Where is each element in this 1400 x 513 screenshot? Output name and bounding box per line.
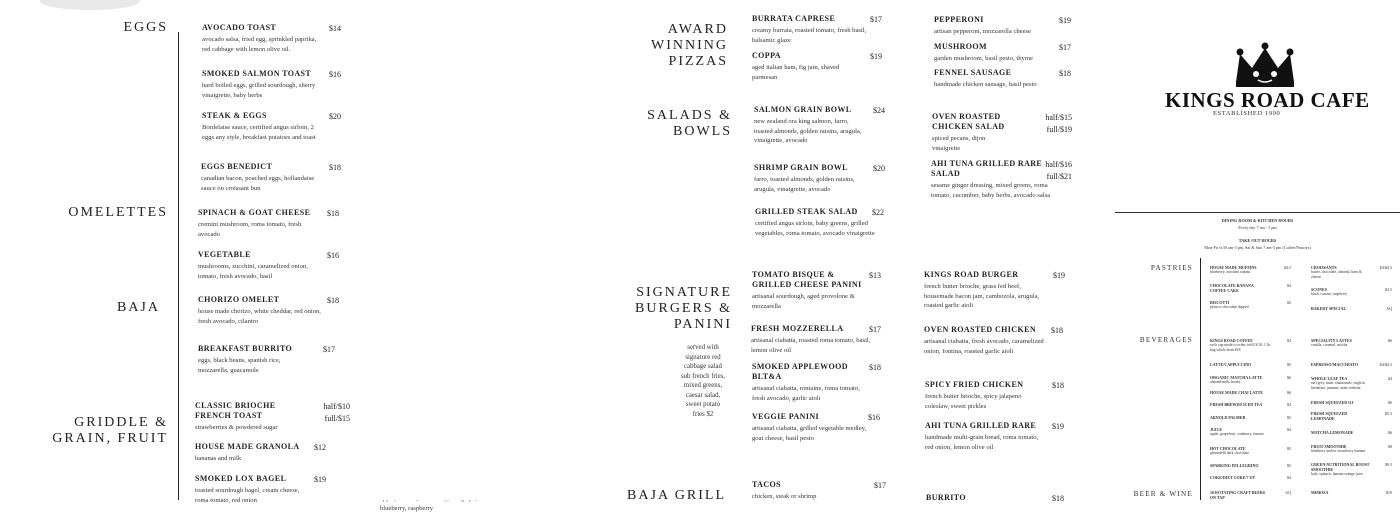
menu-item-name: PEPPERONI: [934, 15, 984, 24]
menu-item-description: artisanal sourdough, aged provolone & mozzarella: [752, 293, 855, 310]
menu-item-description: handmade chicken sausage, basil pesto: [934, 81, 1037, 88]
menu-page-lunch-left: [372, 0, 742, 503]
menu-item-price: AQ: [1386, 306, 1392, 311]
menu-item-name: FRESH SQUEEZED LEMONADE: [1311, 411, 1348, 422]
menu-item: [1210, 375, 1270, 385]
menu-item-price: $6: [1388, 400, 1392, 405]
menu-item: [1210, 362, 1270, 367]
menu-item: [926, 493, 1026, 505]
menu-item-price: $4/$4.5: [1379, 362, 1392, 367]
menu-page-mains: [742, 0, 1115, 503]
menu-item-name: JUICE: [1210, 427, 1223, 432]
menu-item: [201, 162, 316, 193]
menu-item-name: AVOCADO TOAST: [202, 23, 277, 32]
menu-item-name: KINGS ROAD COFFEE: [1210, 338, 1253, 343]
menu-item-description: eggs, black beans, spanish rice, mozzarella, guacamole: [198, 357, 281, 374]
menu-item-price: $18: [869, 363, 881, 372]
menu-item-name: HOT CHOCOLATE: [1210, 446, 1246, 451]
menu-item-name: BISCOTTI: [1210, 300, 1230, 305]
menu-item-description: aged italian ham, fig jam, shaved parmesan: [752, 64, 840, 81]
menu-item-price: $6: [1287, 390, 1291, 395]
menu-item-name: BREAKFAST BURRITO: [198, 344, 293, 353]
menu-item-description: blueberry, raspberry: [380, 504, 434, 512]
menu-item-price: $18: [1051, 326, 1063, 335]
menu-item-description: blueberry, zucchini walnut: [1210, 270, 1251, 275]
menu-item-price: $18: [327, 209, 339, 218]
category-baja: BAJA: [116, 300, 160, 315]
menu-item: [198, 344, 298, 375]
menu-item: [195, 401, 285, 433]
menu-item-description: farro, toasted almonds, golden raisins, arugula, vinaigrette, avocado: [754, 176, 855, 193]
menu-item-name: MIMOSA: [1311, 490, 1329, 495]
menu-item-description: plain or chocolate dipped: [1210, 305, 1249, 310]
menu-item-price: $22: [872, 208, 884, 217]
menu-item: [1210, 300, 1270, 310]
menu-item: [202, 69, 317, 100]
menu-item-price: $4: [1287, 475, 1291, 480]
menu-item-price: $19: [870, 52, 882, 61]
menu-item-description: avocado salsa, fried egg, sprinkled paprika, red cabbage with lemon olive oil.: [202, 36, 317, 53]
hours-line-4: TAKE OUT HOURS: [1238, 238, 1277, 243]
menu-item-name: SPECIALITY LATTES: [1311, 338, 1352, 343]
menu-item-price: $20: [329, 112, 341, 121]
menu-item-description: artisan pepperoni, mozzarella cheese: [934, 28, 1032, 35]
menu-item-name: AHI TUNA GRILLED RARE: [925, 421, 1037, 430]
menu-item-description: mushrooms, zucchini, caramelized onion, tomato, fresh avocado, basil: [198, 263, 308, 280]
menu-item-description: artisanal ciabatta, romaine, roma tomato, fresh avocado, garlic aioli: [752, 385, 860, 402]
menu-item-name: ARNOLD PALMER: [1210, 415, 1246, 420]
menu-item-name: EGGS BENEDICT: [201, 162, 273, 171]
menu-item-description: artisanal ciabatta, fresh avocado, caramelized onion, fontina, roasted garlic aioli: [924, 338, 1044, 355]
menu-item-name: AHI TUNA GRILLED RARE SALAD: [931, 159, 1043, 178]
menu-item-name: VEGETABLE: [198, 250, 251, 259]
menu-item: [1210, 490, 1270, 500]
menu-item-description: ghirardelli dark chocolate: [1210, 451, 1250, 456]
menu-item-name: MATCHA LEMONADE: [1311, 430, 1354, 435]
category-pizzas: AWARD WINNING PIZZAS: [651, 22, 728, 70]
menu-item-description: toasted sourdough bagel, cream cheese, roma tomato, red onion: [195, 487, 300, 504]
menu-item-name: BAKERY SPECIAL: [1311, 306, 1347, 311]
menu-item-description: bananas and milk: [195, 455, 242, 462]
logo-rule: [1115, 212, 1400, 213]
menu-item-description: french butter brioche, spicy jalapeno coleslaw, sweet pickles: [925, 393, 1022, 410]
menu-item-price: $19: [314, 475, 326, 484]
menu-item-name: CHOCOLATE BANANA COFFEE CAKE: [1210, 283, 1254, 294]
menu-item-price: $18: [1052, 381, 1064, 390]
menu-item-description: kale, spinach, banana orange juice: [1311, 472, 1364, 477]
menu-item-description: apple, grapefruit, cranberry, tomato: [1210, 432, 1264, 437]
menu-item-name: SALMON GRAIN BOWL: [754, 105, 852, 114]
menu-item-price: $4: [1287, 338, 1291, 343]
menu-item-price: $19: [1053, 271, 1065, 280]
menu-item-name: 10 ROTATING CRAFT BEERS ON TAP: [1210, 490, 1266, 501]
menu-item-name: SMOKED SALMON TOAST: [202, 69, 312, 78]
menu-item-price: $16: [329, 70, 341, 79]
menu-item-name: SCONES: [1311, 287, 1328, 292]
menu-item: [932, 112, 1007, 153]
menu-item-price: $5: [1287, 415, 1291, 420]
menu-item-name: CLASSIC BRIOCHE FRENCH TOAST: [195, 401, 276, 420]
menu-item-price: $6: [1388, 338, 1392, 343]
menu-item-price: $17: [869, 325, 881, 334]
menu-item: [1210, 446, 1270, 456]
menu-item-name: CROISSANTS: [1311, 265, 1337, 270]
column-rule: [1200, 258, 1201, 500]
menu-item-description: black currant, raspberry: [1311, 292, 1348, 297]
hours-line-1: DINING ROOM & KITCHEN HOURS: [1221, 218, 1294, 223]
menu-item-description: strawberries & powdered sugar: [195, 424, 278, 431]
menu-item-name: FRUIT SMOOTHIE: [1311, 444, 1347, 449]
category-baja-grill: BAJA GRILL: [627, 488, 726, 503]
menu-item-price: $20: [873, 164, 885, 173]
menu-item-name: FRESH MOZZERELLA: [751, 324, 844, 333]
menu-item-price: $6: [1287, 375, 1291, 380]
menu-item-price: $4.5: [1385, 287, 1392, 292]
menu-item-price: half/$15 full/$19: [1045, 113, 1072, 134]
menu-item-name: GRILLED STEAK SALAD: [755, 207, 858, 216]
menu-item-description: butter, chocolate, almond, ham & cheese: [1311, 270, 1362, 280]
menu-item-price: $18: [329, 163, 341, 172]
menu-item: [1311, 265, 1371, 280]
menu-item-price: $13: [869, 271, 881, 280]
cafe-logo-text: KINGS ROAD CAFE: [1165, 88, 1370, 112]
menu-item: [1311, 287, 1371, 297]
menu-item: [1210, 427, 1270, 437]
menu-item-description: handmade multi-grain bread, roma tomato, red onion, lemon olive oil: [925, 434, 1039, 451]
menu-item-name: CHORIZO OMELET: [198, 295, 280, 304]
menu-item-price: $16: [327, 251, 339, 260]
menu-item: [202, 23, 317, 54]
menu-item-name: GREEN NUTRITIONAL BOOST SMOOTHIE: [1311, 462, 1370, 473]
menu-item-price: $4: [1388, 376, 1392, 381]
menu-item-description: spiced pecans, dijon vinaigrette: [932, 135, 986, 152]
category-griddle: GRIDDLE & GRAIN, FRUIT: [52, 415, 168, 447]
menu-item-name: SMOKED APPLEWOOD BLT&A: [752, 362, 848, 381]
menu-item-price: $18: [327, 296, 339, 305]
category-omelettes: OMELETTES: [68, 205, 168, 220]
menu-item-description: cremini mushroom, roma tomato, fresh avocado: [198, 221, 302, 238]
menu-item: [1311, 338, 1371, 348]
menu-item: [925, 421, 1040, 452]
menu-item-description: canadian bacon, poached eggs, hollandaise sauce on croissant bun: [201, 175, 315, 192]
menu-item-price: half/$16 full/$21: [1045, 160, 1072, 181]
menu-item-price: $8: [1388, 444, 1392, 449]
menu-item-price: AQ: [1285, 490, 1291, 495]
menu-item-name: SMOKED LOX BAGEL: [195, 474, 287, 483]
menu-item: [198, 250, 308, 281]
menu-item-price: $5.5: [1385, 411, 1392, 416]
menu-item-description: vanilla, caramel, mocha: [1311, 343, 1348, 348]
menu-item-price: $18: [1059, 69, 1071, 78]
menu-page-drinks: [1115, 0, 1400, 500]
menu-item-name: OVEN ROASTED CHICKEN SALAD: [932, 112, 1005, 131]
menu-item-name: STEAK & EGGS: [202, 111, 267, 120]
menu-item-price: $5: [1287, 463, 1291, 468]
menu-item-price: half/$10 full/$15: [323, 402, 350, 423]
menu-item-name: FENNEL SAUSAGE: [934, 68, 1012, 77]
menu-item-name: ESPRESSO/MACCHIATO: [1311, 362, 1358, 367]
menu-item-price: $17: [870, 15, 882, 24]
menu-item-price: $14: [329, 24, 341, 33]
menu-item-name: MUSHROOM: [934, 42, 987, 51]
menu-item-description: french butter brioche, grass fed beef, housemade bacon jam, cambozola, arugula, roasted garlic aioli: [924, 283, 1040, 310]
category-burgers: SIGNATURE BURGERS & PANINI: [635, 285, 732, 333]
category-beverages: BEVERAGES: [1139, 336, 1193, 344]
menu-item-name: FRESH BREWED ICED TEA: [1210, 402, 1263, 407]
category-eggs: EGGS: [123, 20, 168, 35]
crown-logo-icon: [1230, 42, 1300, 88]
menu-item: [1210, 463, 1270, 468]
menu-item: [1210, 283, 1270, 293]
menu-item-description: blueberry and/or strawberry banana: [1311, 449, 1366, 454]
menu-item-price: $5: [1287, 362, 1291, 367]
menu-item-description: earl grey, mint, chamomile, english breakfast, jasmine, mint verbena: [1311, 381, 1365, 391]
menu-item-name: BURRATA CAPRESE: [752, 14, 836, 23]
menu-item-name: SHRIMP GRAIN BOWL: [754, 163, 848, 172]
menu-item-name: LATTE/CAPPUCCINO: [1210, 362, 1252, 367]
menu-item-price: $2: [1287, 300, 1291, 305]
menu-item-name: COKE/DIET COKE/7 UP: [1210, 475, 1255, 480]
menu-item: [1210, 415, 1270, 420]
menu-item-price: $9.5: [1385, 462, 1392, 467]
menu-item-name: COPPA: [752, 51, 781, 60]
sketch-decoration: [40, 0, 140, 10]
menu-item-name: SPICY FRIED CHICKEN: [925, 380, 1024, 389]
menu-item-name: BURRITO: [926, 493, 966, 502]
menu-item: [1311, 306, 1371, 311]
menu-item-description: house made chorizo, white cheddar, red onion, fresh avocado, cilantro: [198, 308, 321, 325]
menu-item-description: new zealand ora king salmon, farro, toasted almonds, golden raisins, arugula, vinaigrette, avocado: [754, 118, 862, 145]
column-rule: [178, 32, 179, 500]
menu-item-description: garden mushroom, basil pesto, thyme: [934, 55, 1033, 62]
menu-item-description: creamy burrata, roasted tomato, fresh basil, balsamic glaze: [752, 27, 867, 44]
menu-item-price: $17: [874, 481, 886, 490]
menu-item: [1311, 444, 1371, 454]
menu-item-price: $6: [1388, 430, 1392, 435]
menu-item: [1311, 376, 1371, 391]
menu-item-name: SPARKING PELLEGRINO: [1210, 463, 1259, 468]
menu-item-name: HOUSE MADE MUFFINS: [1210, 265, 1257, 270]
menu-item-description: chicken, steak or shrimp: [752, 493, 817, 500]
menu-item-description: sesame ginger dressing, mixed greens, roma tomato, cucumber, baby herbs, avocado salsa: [931, 182, 1051, 199]
menu-item-description: artisanal ciabatta, roasted roma tomato, basil, lemon olive oil: [751, 337, 871, 354]
category-salads: SALADS & BOWLS: [647, 108, 732, 140]
menu-item: [1311, 362, 1371, 367]
menu-item: [1311, 430, 1371, 435]
menu-page-breakfast: [0, 0, 434, 512]
menu-item-name: SPINACH & GOAT CHEESE: [198, 208, 311, 217]
menu-item: [1311, 411, 1371, 421]
menu-item-name: TOMATO BISQUE & GRILLED CHEESE PANINI: [752, 270, 862, 289]
menu-item-description: artisanal ciabatta, grilled vegetable medley, goat cheese, basil pesto: [752, 425, 867, 442]
menu-item-description: Bordelaise sauce, certified angus sirloin, 2 eggs any style, breakfast potatoes and toast: [202, 124, 316, 141]
menu-item: [1210, 402, 1270, 407]
menu-item-name: KINGS ROAD BURGER: [924, 270, 1019, 279]
established-text: ESTABLISHED 1990: [1213, 110, 1281, 117]
menu-item-price: $4: [1287, 427, 1291, 432]
menu-item-price: $19: [1052, 422, 1064, 431]
menu-item-description: hard boiled eggs, grilled sourdough, sherry vinaigrette, baby herbs: [202, 82, 316, 99]
menu-item-name: HOUSE MADE CHAI LATTE: [1210, 390, 1263, 395]
menu-item: [1311, 462, 1371, 477]
menu-item: [1210, 338, 1270, 353]
category-pastries: PASTRIES: [1150, 264, 1193, 272]
menu-item-name: FRESH SQUEEZED OJ: [1311, 400, 1354, 405]
menu-item: [1210, 475, 1270, 480]
menu-item-description: certified angus sirloin, baby greens, grilled vegetables, roma tomato, avocado vinaigrette: [755, 220, 875, 237]
burger-sides-note: served with signature red cabbage salad sub french fries, mixed greens, caesar salad, sweet potato fries $2: [681, 344, 725, 418]
menu-item-price: $18: [1052, 494, 1064, 503]
menu-item-price: $4: [1287, 402, 1291, 407]
menu-item-description: almond milk, honey: [1210, 380, 1241, 385]
menu-item-price: $17: [1059, 43, 1071, 52]
menu-item: [1210, 390, 1270, 395]
menu-item-price: $5: [1287, 446, 1291, 451]
hours-line-2: Every day 7 am - 3 pm: [1238, 225, 1277, 230]
menu-item-description: such cup made to order, refill $.50, 1 lb bag whole bean $18: [1210, 343, 1270, 353]
menu-item-price: $4/$4.5: [1379, 265, 1392, 270]
menu-item: [752, 480, 852, 502]
menu-item-name: HOUSE MADE GRANOLA: [195, 442, 300, 451]
menu-item-price: $19: [1059, 16, 1071, 25]
menu-item-price: $10: [1386, 490, 1392, 495]
menu-item-name: VEGGIE PANINI: [752, 412, 820, 421]
menu-item-price: $17: [323, 345, 335, 354]
category-beer-wine: BEER & WINE: [1133, 490, 1193, 498]
menu-item-price: $4: [1287, 283, 1291, 288]
menu-item-price: $24: [873, 106, 885, 115]
menu-item-price: $12: [314, 443, 326, 452]
menu-item-name: OVEN ROASTED CHICKEN: [924, 325, 1037, 334]
menu-item: [1210, 265, 1270, 275]
hours-line-5: Mon-Fri 6:30 am-3 pm, Sat & Sun 7 am-3 pm (Coffee/Pastries): [1204, 245, 1311, 250]
menu-item-price: $16: [868, 413, 880, 422]
menu-item: [1311, 490, 1371, 495]
menu-item: [1311, 400, 1371, 405]
menu-item-price: $4.5: [1284, 265, 1291, 270]
menu-item-name: WHOLE LEAF TEA: [1311, 376, 1348, 381]
menu-item-name: ORGANIC MATCHA LATTE: [1210, 375, 1263, 380]
menu-item-name: TACOS: [752, 480, 781, 489]
